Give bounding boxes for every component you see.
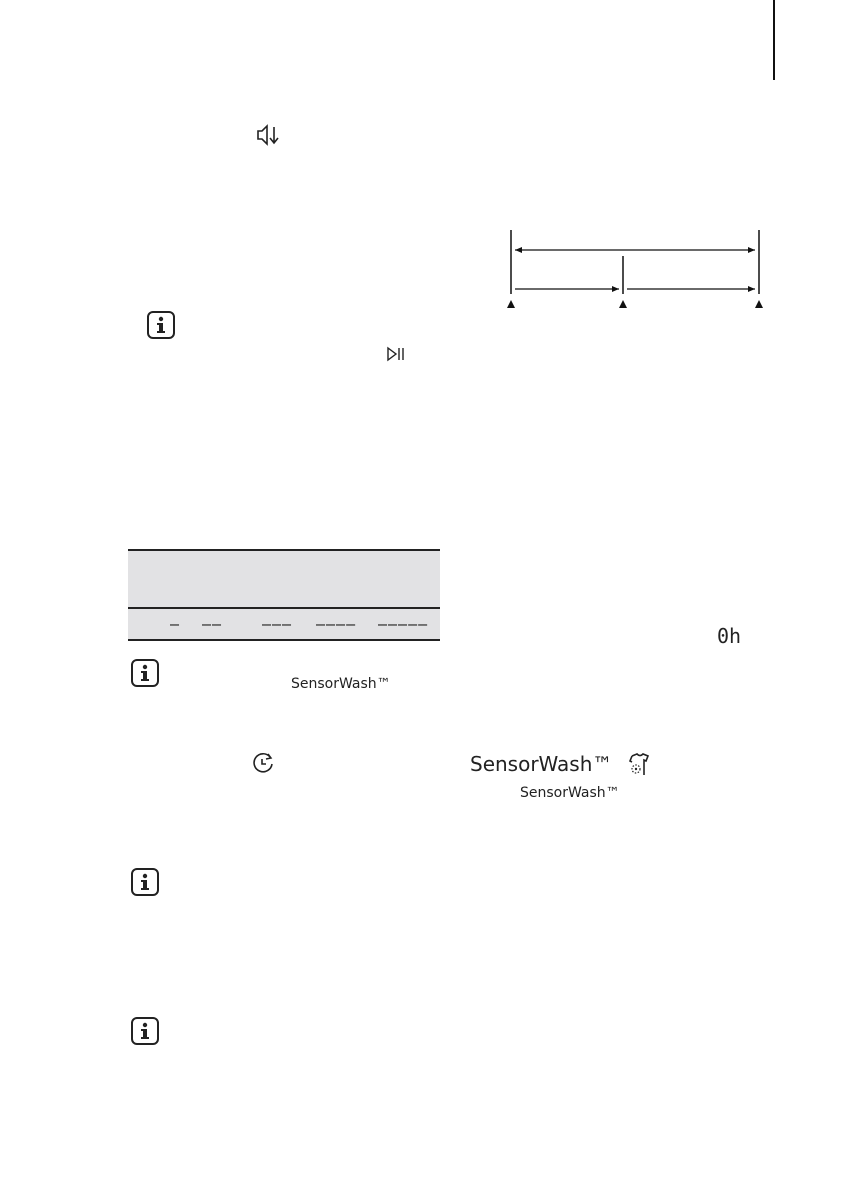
page-edge-line	[773, 0, 775, 80]
sensorwash-title: SensorWash™	[470, 752, 613, 776]
info-icon	[131, 659, 159, 687]
info-icon	[147, 311, 175, 339]
table-cell: –––	[262, 615, 293, 633]
table-cell: –––––	[378, 615, 429, 633]
table-row	[128, 607, 440, 641]
garment-sensor-icon	[627, 752, 653, 782]
table-header	[128, 549, 440, 607]
table-cell: ––	[202, 615, 223, 633]
sensorwash-label: SensorWash™	[291, 676, 391, 692]
info-icon	[131, 1017, 159, 1045]
speaker-down-icon	[256, 124, 280, 150]
info-icon	[131, 868, 159, 896]
zero-hours-display: 0h	[717, 624, 742, 648]
sensorwash-label-2: SensorWash™	[520, 785, 620, 801]
table-cell: –	[170, 615, 181, 633]
clock-cycle-icon	[250, 751, 276, 781]
start-pause-icon	[386, 346, 406, 366]
table-cell: ––––	[316, 615, 357, 633]
delay-table	[128, 549, 440, 641]
timeline-diagram	[500, 226, 772, 318]
